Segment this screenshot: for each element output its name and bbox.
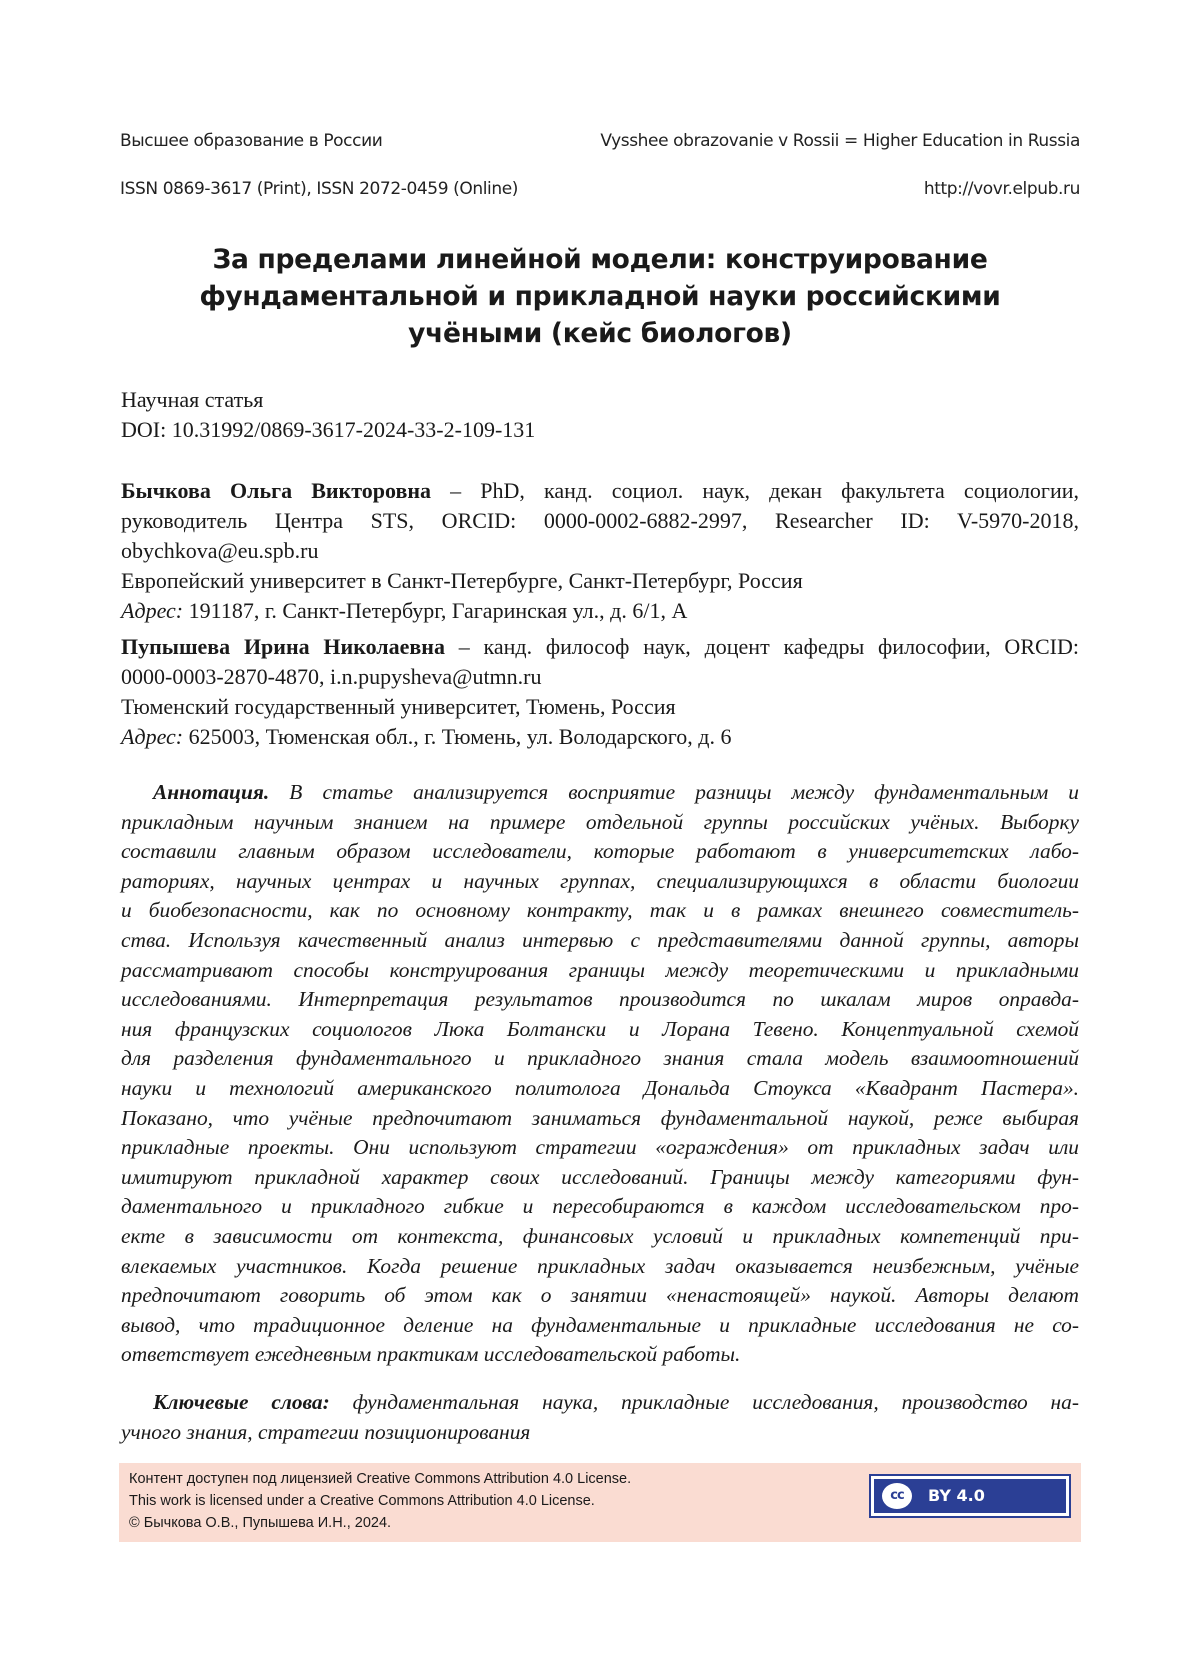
abstract-line: Аннотация. В статье анализируется восприятие разницы между фундаментальным и: [153, 780, 1079, 804]
journal-header-row: [120, 131, 1080, 151]
author-affiliation: Европейский университет в Санкт-Петербурге, Санкт-Петербург, Россия: [121, 568, 803, 593]
creative-commons-icon: cc: [880, 1481, 914, 1511]
author-email[interactable]: obychkova@eu.spb.ru: [121, 538, 319, 563]
title-line: учёными (кейс биологов): [408, 318, 792, 349]
author-address: 625003, Тюменская обл., г. Тюмень, ул. Володарского, д. 6: [183, 724, 732, 749]
address-label: Адрес:: [121, 598, 184, 623]
abstract-line: рассматривают способы конструирования границы между теоретическими и прикладными: [121, 957, 1079, 982]
keywords-line: учного знания, стратегии позиционирования: [121, 1419, 531, 1444]
author-address: 191187, г. Санкт-Петербург, Гагаринская ул., д. 6/1, А: [183, 598, 688, 623]
abstract-label: Аннотация.: [153, 780, 270, 804]
cc-by-badge[interactable]: [871, 1476, 1069, 1516]
keywords: [121, 1388, 1079, 1447]
abstract-line: науки и технологий американского политолога Дональда Стоукса «Квадрант Пастера».: [121, 1075, 1079, 1100]
author-line: [121, 632, 1079, 662]
doi[interactable]: DOI: 10.31992/0869-3617-2024-33-2-109-131: [121, 417, 536, 442]
abstract: [121, 778, 1079, 1370]
abstract-line: прикладным научным знанием на примере отдельной группы российских учёных. Выборку: [121, 809, 1079, 834]
abstract-line: раториях, научных центрах и научных группах, специализирующихся в области биологии: [121, 868, 1079, 893]
author-desc-line: руководитель Центра STS, ORCID: 0000-0002-6882-2997, Researcher ID: V-5970-2018,: [121, 508, 1079, 533]
address-label: Адрес:: [121, 724, 184, 749]
abstract-line: и биобезопасности, как по основному контракту, так и в рамках внешнего совместитель-: [121, 898, 1079, 923]
cc-badge-text: BY 4.0: [928, 1486, 985, 1505]
title-line: фундаментальной и прикладной науки российскими: [199, 281, 1001, 312]
license-text-ru: Контент доступен под лицензией Creative Commons Attribution 4.0 License.: [129, 1471, 632, 1487]
article-type: Научная статья: [121, 387, 264, 412]
title-line: За пределами линейной модели: конструирование: [212, 244, 988, 275]
author-block: [121, 476, 1079, 626]
journal-url[interactable]: http://vovr.elpub.ru: [923, 179, 1080, 199]
abstract-line: ответствует ежедневным практикам исследовательской работы.: [121, 1342, 741, 1367]
abstract-line: влекаемых участников. Когда решение прикладных задач оказывается неизбежным, учёные: [121, 1253, 1079, 1278]
journal-name-en: Vysshee obrazovanie v Rossii = Higher Education in Russia: [600, 131, 1080, 151]
abstract-line: имитируют прикладной характер своих исследований. Границы между категориями фун-: [121, 1164, 1079, 1189]
abstract-line: предпочитают говорить об этом как о занятии «ненастоящей» наукой. Авторы делают: [121, 1283, 1079, 1308]
author-name: Бычкова Ольга Викторовна: [121, 478, 431, 503]
abstract-line: вывод, что традиционное деление на фундаментальные и прикладные исследования не со-: [121, 1312, 1079, 1337]
author-address-line: [121, 596, 1079, 626]
abstract-line: исследованиями. Интерпретация результатов производится по шкалам миров оправда-: [121, 987, 1079, 1012]
abstract-line: екте в зависимости от контекста, финансовых условий и прикладных компетенций при-: [121, 1223, 1079, 1248]
copyright: © Бычкова О.В., Пупышева И.Н., 2024.: [129, 1515, 392, 1531]
article-meta: [121, 385, 1079, 445]
abstract-line: Показано, что учёные предпочитают заниматься фундаментальной наукой, реже выбирая: [121, 1105, 1079, 1130]
abstract-line: для разделения фундаментального и прикладного знания стала модель взаимоотношений: [121, 1046, 1079, 1071]
journal-name-ru: Высшее образование в России: [120, 131, 383, 151]
abstract-line: даментального и прикладного гибкие и пересобираются в каждом исследовательском про-: [121, 1194, 1079, 1219]
issn-row: [120, 179, 1080, 199]
author-desc-line: 0000-0003-2870-4870, i.n.pupysheva@utmn.ru: [121, 664, 542, 689]
license-text-en: This work is licensed under a Creative Commons Attribution 4.0 License.: [129, 1493, 595, 1509]
issn: ISSN 0869-3617 (Print), ISSN 2072-0459 (Online): [120, 179, 519, 199]
abstract-line: ства. Используя качественный анализ интервью с представителями данной группы, авторы: [121, 927, 1079, 952]
abstract-line: составили главным образом исследователи, которые работают в университетских лабо-: [121, 839, 1079, 864]
author-line: [121, 476, 1079, 506]
keywords-line: Ключевые слова: фундаментальная наука, прикладные исследования, производство на-: [153, 1390, 1079, 1414]
author-block: [121, 632, 1079, 752]
author-desc: – PhD, канд. социол. наук, декан факультета социологии,: [431, 478, 1079, 503]
abstract-line: прикладные проекты. Они используют стратегии «ограждения» от прикладных задач или: [121, 1135, 1079, 1160]
keywords-label: Ключевые слова:: [153, 1390, 330, 1414]
abstract-line: ния французских социологов Люка Болтански и Лорана Тевено. Концептуальной схемой: [121, 1016, 1079, 1041]
author-affiliation: Тюменский государственный университет, Тюмень, Россия: [121, 694, 676, 719]
author-name: Пупышева Ирина Николаевна: [121, 634, 445, 659]
author-address-line: [121, 722, 1079, 752]
article-title: [150, 241, 1050, 352]
license-box: [119, 1463, 1081, 1542]
author-desc: – канд. философ наук, доцент кафедры философии, ORCID:: [444, 634, 1079, 659]
